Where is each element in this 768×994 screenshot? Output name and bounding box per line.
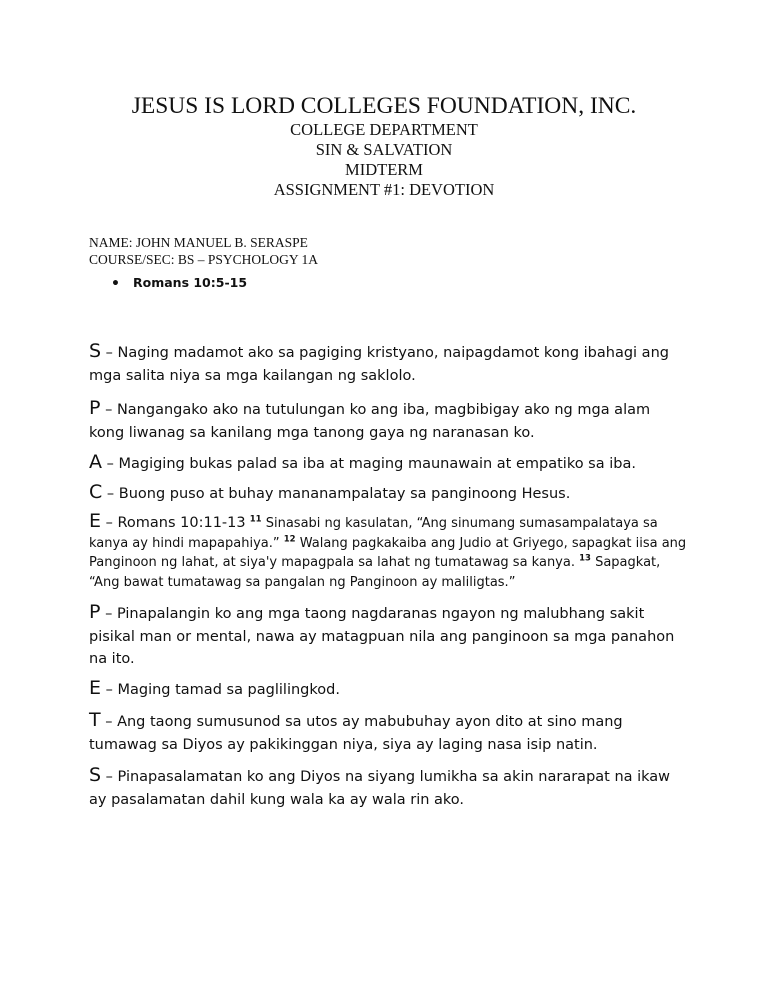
verse-text: Sapagkat, “Ang bawat tumatawag sa pangalan ng Panginoon ay maliligtas.” [89, 555, 661, 590]
section-text: Pinapalangin ko ang mga taong nagdaranas ngayon ng malubhang sakit pisikal man or mental, nawa ay matagpuan nila ang panginoon sa mga panahon na ito. [89, 606, 675, 667]
section-dash: – [101, 515, 118, 531]
verse-reference: Romans 10:11-13 [117, 515, 246, 531]
section-a-action [89, 451, 689, 476]
header-line-term: MIDTERM [345, 160, 423, 179]
section-dash: – [100, 402, 117, 418]
section-text: Pinapasalamatan ko ang Diyos na siyang lumikha sa akin nararapat na ikaw ay pasalamatan dahil kung wala ka ay wala rin ako. [89, 769, 671, 808]
verse-text: Sinasabi ng kasulatan, “Ang sinumang sumasampalataya sa kanya ay hindi mapapahiya.” [89, 516, 658, 551]
section-dash: – [102, 486, 119, 502]
section-p-promise [89, 397, 689, 444]
section-letter: S [89, 340, 102, 362]
section-letter: E [89, 677, 102, 699]
header-line-course: SIN & SALVATION [315, 140, 453, 159]
section-letter: S [89, 764, 102, 786]
verse-text: Walang pagkakaiba ang Judio at Griyego, sapagkat iisa ang Panginoon ng lahat, at siya'y mapagpala sa lahat ng tumatawag sa kanya. [89, 535, 687, 570]
document-header [0, 92, 768, 200]
section-t-truth [89, 709, 689, 756]
section-s-scripture [89, 340, 689, 387]
section-dash: – [101, 769, 118, 785]
section-s-thanks [89, 764, 689, 811]
section-text: Nangangako ako na tutulungan ko ang iba, magbibigay ako ng mga alam kong liwanag sa kanilang mga tanong gaya ng naranasan ko. [89, 402, 651, 441]
bullet-dot-icon: • [111, 276, 120, 292]
verse-number: 11 [249, 514, 262, 525]
header-line-assignment: ASSIGNMENT #1: DEVOTION [273, 180, 495, 199]
section-e-example [89, 512, 689, 592]
section-text: Buong puso at buhay mananampalatay sa panginoong Hesus. [118, 486, 571, 502]
section-dash: – [101, 682, 118, 698]
section-dash: – [100, 714, 118, 730]
section-c-command [89, 481, 689, 506]
section-letter: A [89, 451, 102, 473]
header-line-department: COLLEGE DEPARTMENT [290, 120, 478, 139]
section-dash: – [100, 606, 117, 622]
section-text: Maging tamad sa paglilingkod. [117, 682, 340, 698]
section-letter: T [89, 709, 101, 731]
section-letter: C [89, 481, 103, 503]
student-info [89, 234, 318, 268]
verse-number: 12 [283, 534, 296, 545]
section-text: Naging madamot ako sa pagiging kristyano, naipagdamot kong ibahagi ang mga salita niya sa mga kailangan ng saklolo. [89, 345, 669, 384]
section-letter: E [89, 510, 102, 532]
section-dash: – [101, 345, 118, 361]
student-course: COURSE/SEC: BS – PSYCHOLOGY 1A [89, 252, 319, 267]
institution-title: JESUS IS LORD COLLEGES FOUNDATION, INC. [131, 93, 637, 119]
section-text: Magiging bukas palad sa iba at maging maunawain at empatiko sa iba. [118, 456, 636, 472]
section-letter: P [89, 601, 101, 623]
scripture-bullet [111, 275, 248, 292]
section-letter: P [89, 397, 101, 419]
section-p-prayer [89, 601, 689, 671]
section-dash: – [102, 456, 119, 472]
student-name: NAME: JOHN MANUEL B. SERASPE [89, 235, 308, 250]
section-text: Ang taong sumusunod sa utos ay mabubuhay ayon dito at sino mang tumawag sa Diyos ay pakikinggan niya, siya ay laging nasa isip natin. [89, 714, 623, 753]
scripture-reference: Romans 10:5-15 [133, 275, 248, 290]
section-e-error [89, 677, 689, 702]
verse-number: 13 [579, 553, 591, 564]
